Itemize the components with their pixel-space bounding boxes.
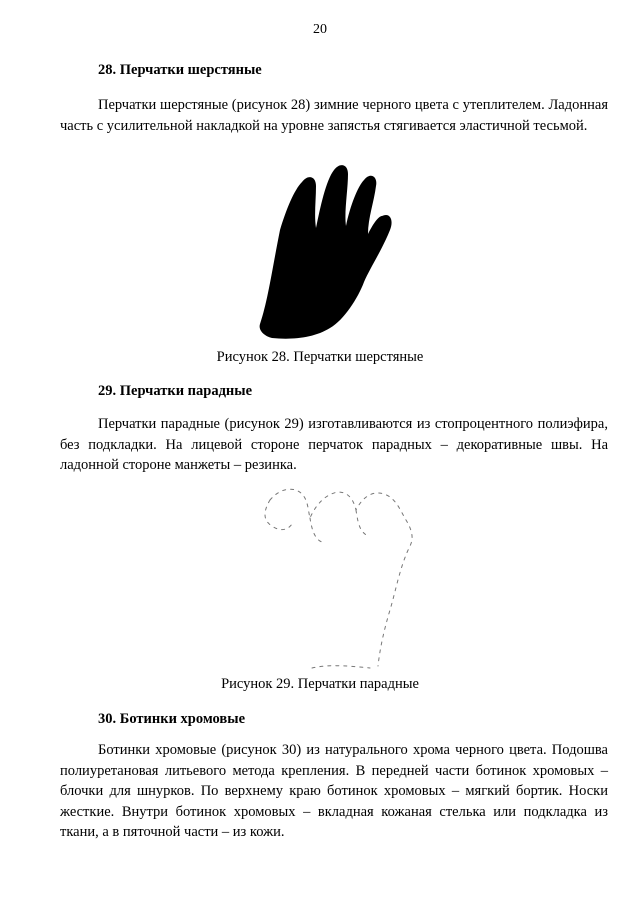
figure-29-caption: Рисунок 29. Перчатки парадные: [221, 676, 419, 692]
section-28-heading: 28. Перчатки шерстяные: [98, 62, 262, 78]
section-30-paragraph: [60, 740, 608, 843]
parade-glove-outline: [270, 489, 412, 666]
parade-glove-figure: [250, 480, 430, 675]
figure-28-caption: Рисунок 28. Перчатки шерстяные: [216, 349, 424, 365]
section-30-text: Ботинки хромовые (рисунок 30) из натурального хрома черного цвета. Подошва полиуретановая литьевого метода крепления. В передней части ботинок хромовых – блочки для шнурков. По верхнему краю ботинок хромовых – мягкий бортик. Носки жесткие. Внутри ботинок хромовых – вкладная кожаная стелька или подкладка из ткани, а в пяточной части – из кожи.: [60, 742, 608, 840]
page-number: 20: [313, 22, 327, 37]
section-29-paragraph: [60, 414, 608, 476]
wool-glove-shape: [260, 165, 392, 339]
section-28-text: Перчатки шерстяные (рисунок 28) зимние черного цвета с утеплителем. Ладонная часть с усилительной накладкой на уровне запястья стягивается эластичной тесьмой.: [60, 97, 608, 134]
section-29-heading: 29. Перчатки парадные: [98, 383, 253, 399]
section-30-heading: 30. Ботинки хромовые: [98, 711, 246, 727]
wool-glove-figure: [250, 160, 410, 345]
section-29-text: Перчатки парадные (рисунок 29) изготавливаются из стопроцентного полиэфира, без подкладки. На лицевой стороне перчаток парадных – декоративные швы. На ладонной стороне манжеты – резинка.: [60, 416, 608, 473]
section-28-paragraph: [60, 95, 608, 136]
